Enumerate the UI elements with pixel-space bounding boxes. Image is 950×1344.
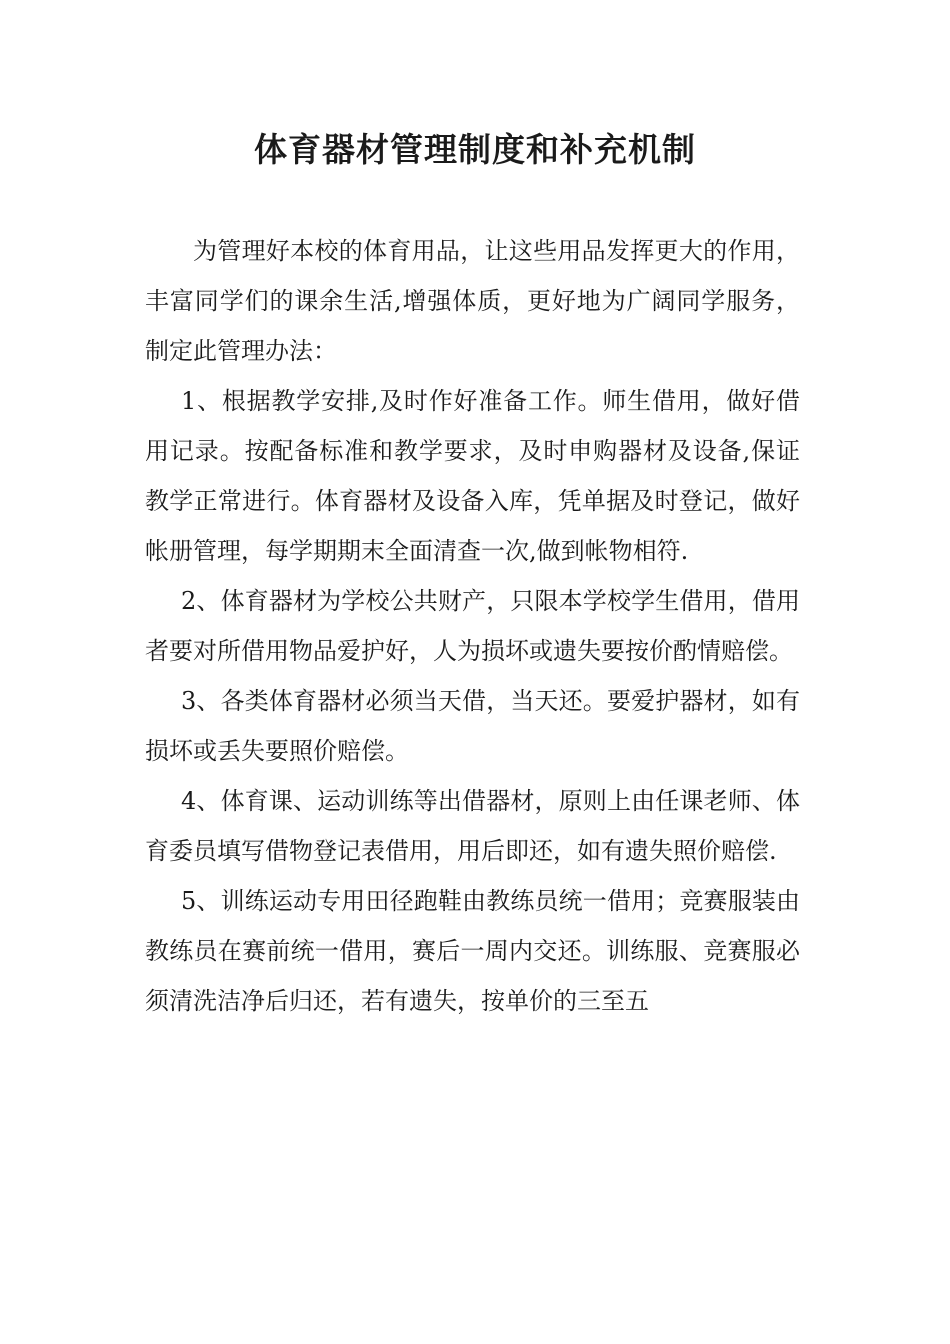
rule-item-2: 2、体育器材为学校公共财产，只限本学校学生借用，借用者要对所借用物品爱护好，人为损坏或遗失要按价酌情赔偿。 <box>145 587 800 665</box>
rule-item-3: 3、各类体育器材必须当天借，当天还。要爱护器材，如有损坏或丢失要照价赔偿。 <box>145 687 800 765</box>
document-title: 体育器材管理制度和补充机制 <box>254 130 696 169</box>
document-body <box>145 226 800 1026</box>
intro-paragraph: 为管理好本校的体育用品，让这些用品发挥更大的作用，丰富同学们的课余生活,增强体质，更好地为广阔同学服务，制定此管理办法： <box>145 237 800 365</box>
rule-item-4: 4、体育课、运动训练等出借器材，原则上由任课老师、体育委员填写借物登记表借用，用后即还，如有遗失照价赔偿. <box>145 787 800 865</box>
rule-item-1: 1、根据教学安排,及时作好准备工作。师生借用，做好借用记录。按配备标准和教学要求，及时申购器材及设备,保证教学正常进行。体育器材及设备入库，凭单据及时登记，做好帐册管理，每学期期末全面清查一次,做到帐物相符. <box>145 387 800 565</box>
rule-item-5: 5、训练运动专用田径跑鞋由教练员统一借用；竞赛服装由教练员在赛前统一借用，赛后一周内交还。训练服、竞赛服必须清洗洁净后归还，若有遗失，按单价的三至五 <box>145 887 800 1015</box>
